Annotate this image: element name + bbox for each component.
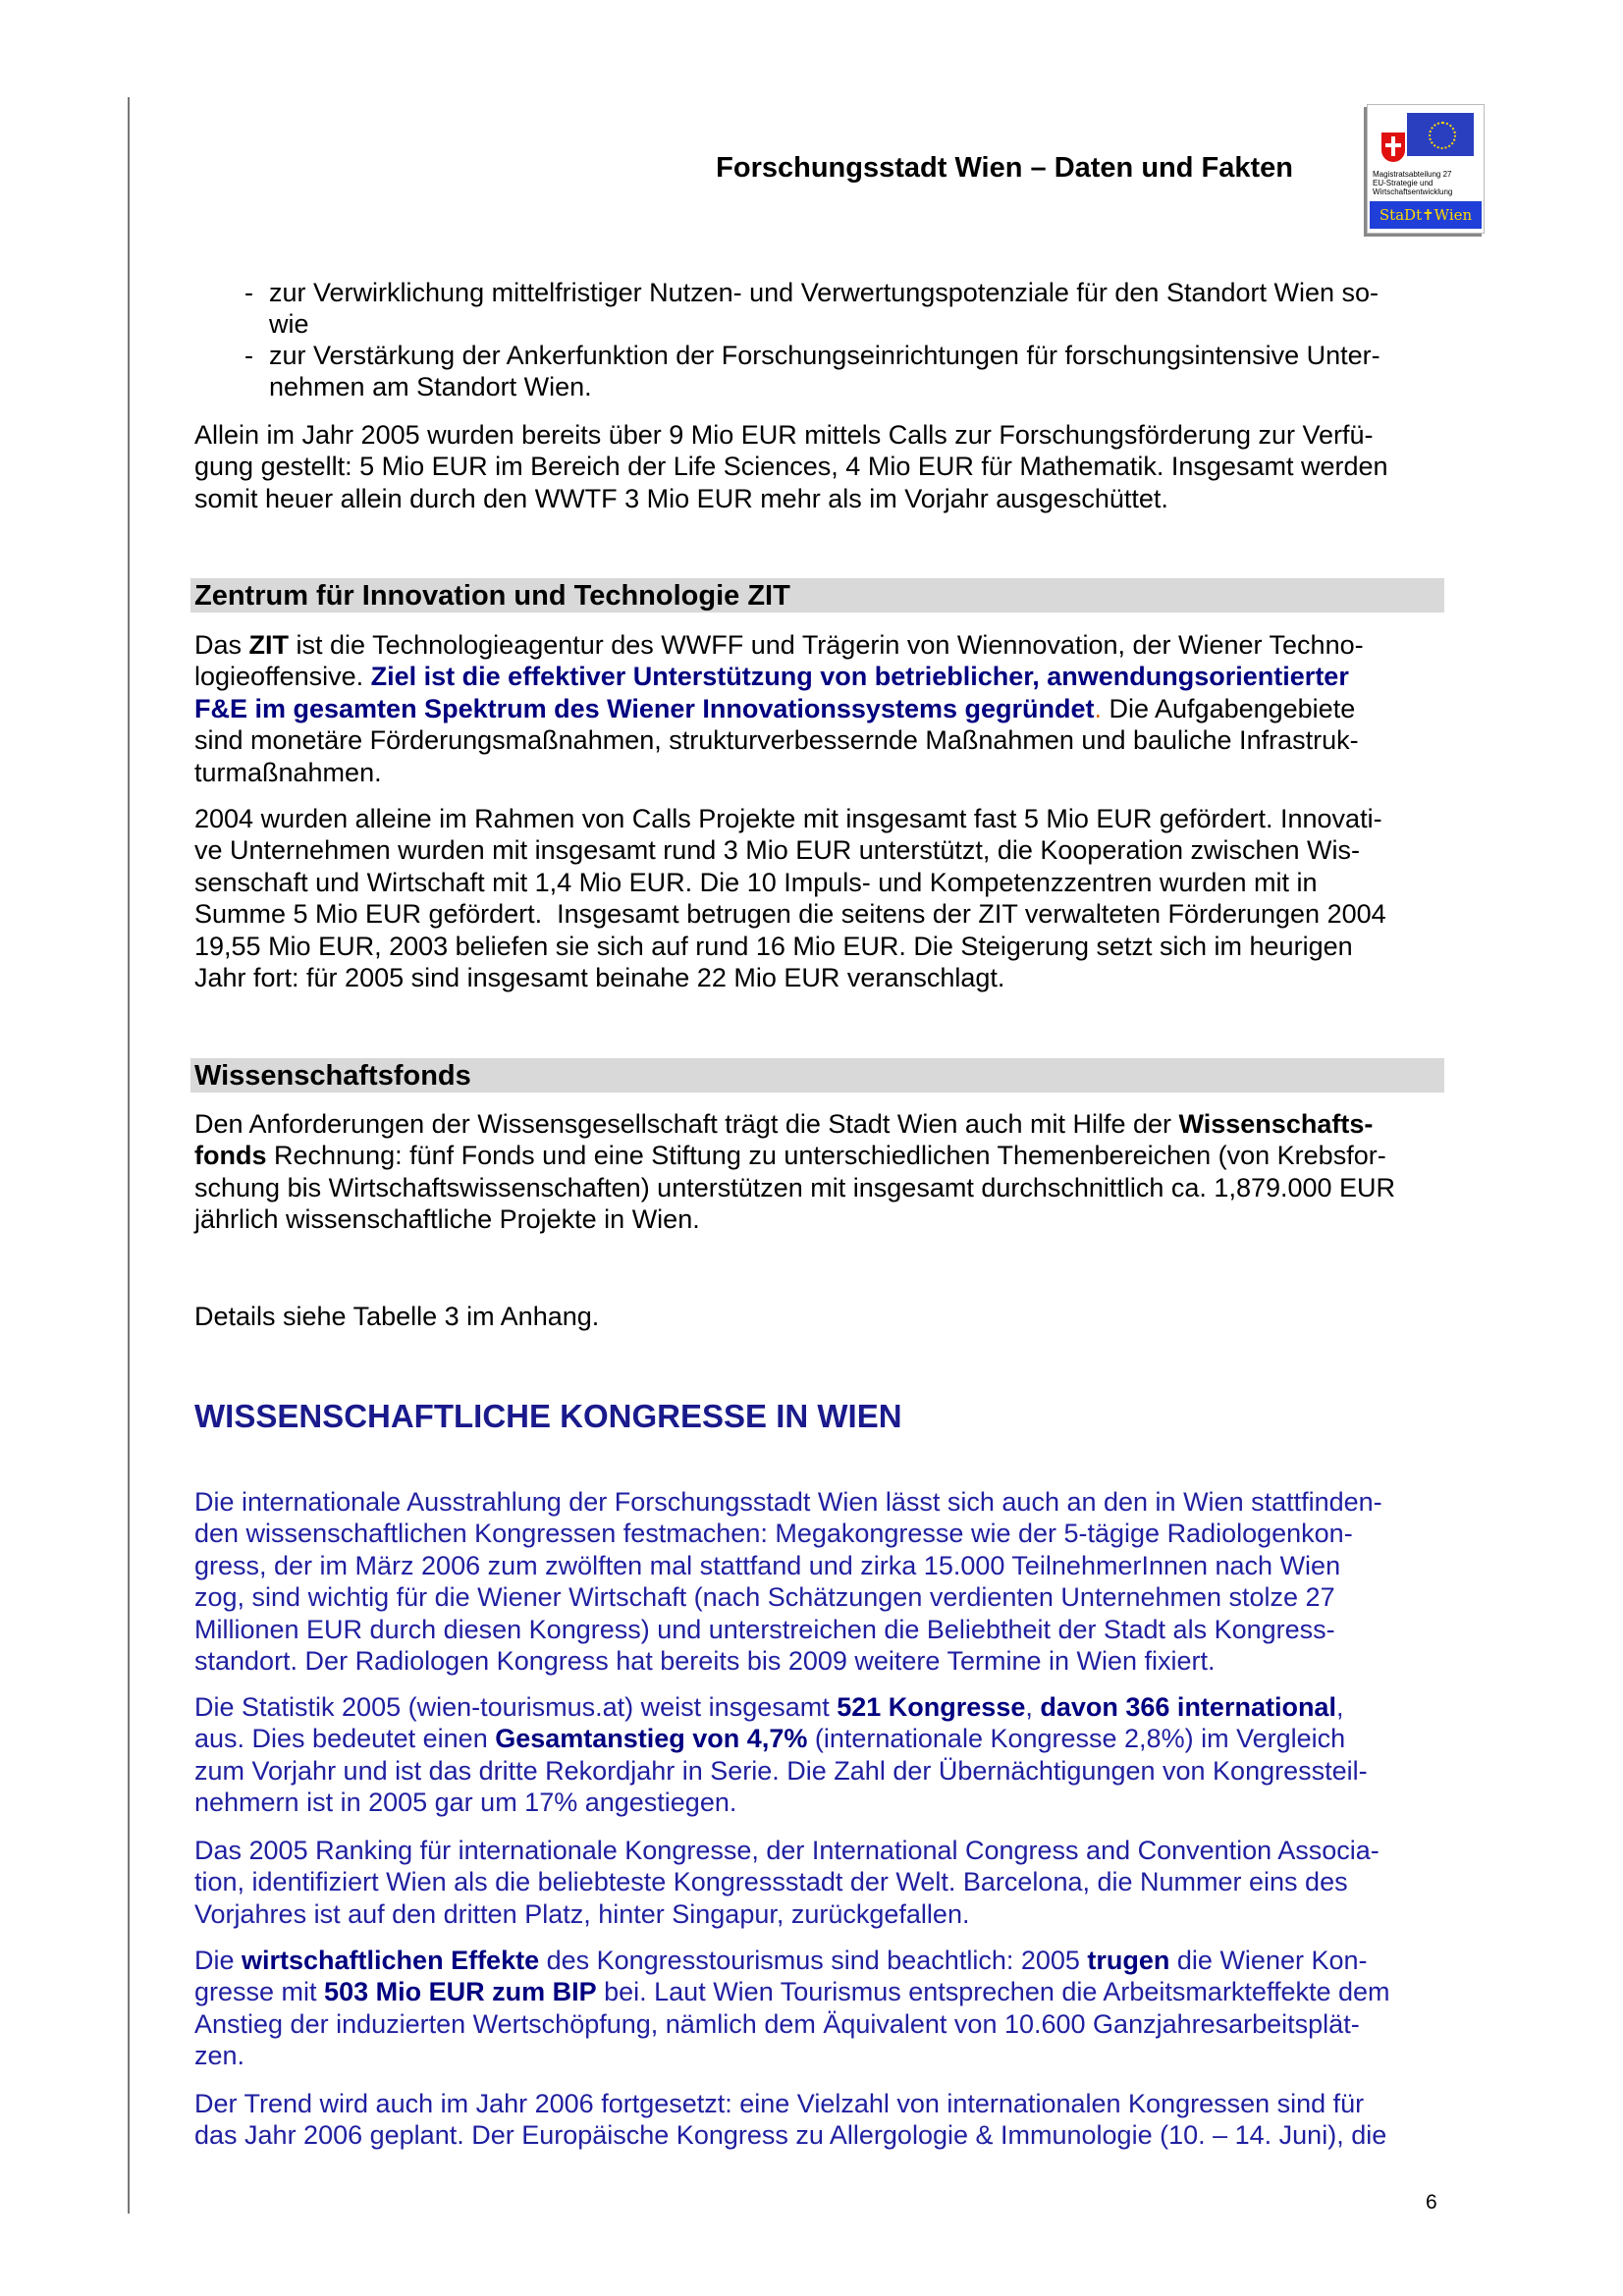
- paragraph: [194, 419, 1388, 514]
- text-line: [194, 1945, 1390, 1976]
- text-run: gung gestellt: 5 Mio EUR im Bereich der Life Sciences, 4 Mio EUR für Mathematik. Insgesamt werden: [194, 452, 1388, 482]
- bullet-item: [269, 340, 1380, 403]
- bold-text: wirtschaftlichen Effekte: [242, 1946, 540, 1975]
- text-run: ,: [1335, 1692, 1344, 1722]
- text-line: [194, 1518, 1382, 1549]
- paragraph: [194, 1691, 1368, 1819]
- text-run: zog, sind wichtig für die Wiener Wirtschaft (nach Schätzungen verdienten Unternehmen stolze 27: [194, 1582, 1335, 1613]
- text-run: Details siehe Tabelle 3 im Anhang.: [194, 1302, 600, 1331]
- text-line: [194, 1835, 1380, 1866]
- margin-line: [128, 97, 130, 2214]
- text-line: [194, 1898, 1380, 1930]
- text-run: Die: [194, 1946, 243, 1975]
- paragraph: [194, 629, 1364, 788]
- text-line: [194, 867, 1386, 898]
- text-run: Die Statistik 2005 (wien-tourismus.at) weist insgesamt: [194, 1692, 838, 1722]
- text-line: [194, 962, 1386, 993]
- text-run: senschaft und Wirtschaft mit 1,4 Mio EUR. Die 10 Impuls- und Kompetenzzentren wurden mit in: [194, 867, 1318, 897]
- bullet-marker: -: [244, 278, 253, 307]
- text-line: [194, 661, 1364, 692]
- text-line: [194, 1976, 1390, 2007]
- text-run: schung bis Wirtschaftswissenschaften) unterstützen mit insgesamt durchschnittlich ca. 1,879.000 EUR: [194, 1172, 1396, 1202]
- bullet-marker: -: [244, 341, 253, 370]
- text-line: [194, 757, 1364, 788]
- text-run: ,: [1025, 1692, 1041, 1722]
- section-title: Wissenschaftsfonds: [194, 1060, 471, 1092]
- text-line: wie: [269, 309, 309, 340]
- text-run: Vorjahres ist auf den dritten Platz, hinter Singapur, zurückgefallen.: [194, 1898, 970, 1929]
- text-line: [194, 629, 1364, 661]
- bold-text: trugen: [1087, 1946, 1170, 1975]
- text-run: Der Trend wird auch im Jahr 2006 fortgesetzt: eine Vielzahl von internationalen Kongressen sind für: [194, 2089, 1365, 2118]
- text-run: Das 2005 Ranking für internationale Kongresse, der International Congress and Convention Associa-: [194, 1836, 1380, 1865]
- text-line: [194, 483, 1388, 514]
- text-run: 2004 wurden alleine im Rahmen von Calls Projekte mit insgesamt fast 5 Mio EUR gefördert. Innovati-: [194, 804, 1382, 833]
- bold-text: davon 366 international: [1040, 1692, 1336, 1722]
- text-run: (internationale Kongresse 2,8%) im Vergleich: [807, 1724, 1346, 1754]
- stadt-wien-logo: [1367, 104, 1485, 234]
- text-line: [194, 1614, 1382, 1645]
- text-run: sind monetäre Förderungsmaßnahmen, strukturverbessernde Maßnahmen und bauliche Infrastruk-: [194, 725, 1359, 756]
- text-line: zur Verwirklichung mittelfristiger Nutzen- und Verwertungspotenziale für den Standort Wien so-: [269, 278, 1380, 307]
- text-run: logieoffensive.: [194, 662, 371, 692]
- text-run: standort. Der Radiologen Kongress hat bereits bis 2009 weitere Termine in Wien fixiert.: [194, 1646, 1216, 1677]
- text-line: [194, 1866, 1380, 1897]
- text-line: [194, 1755, 1368, 1787]
- text-run: Die internationale Ausstrahlung der Forschungsstadt Wien lässt sich auch an den in Wien stattfinden-: [194, 1487, 1382, 1517]
- text-run: Allein im Jahr 2005 wurden bereits über 9 Mio EUR mittels Calls zur Forschungsförderung zur Verfü-: [194, 420, 1374, 450]
- text-run: gresse mit: [194, 1977, 325, 2007]
- bold-text: 503 Mio EUR zum BIP: [324, 1977, 597, 2007]
- bold-text: Wissenschafts-: [1178, 1109, 1374, 1139]
- bold-text: ZIT: [248, 630, 290, 660]
- text-line: [194, 451, 1388, 482]
- text-line: [194, 724, 1364, 756]
- paragraph: [194, 2088, 1386, 2152]
- text-line: [194, 1301, 599, 1332]
- text-line: [194, 2008, 1390, 2040]
- header-title: Forschungsstadt Wien – Daten und Fakten: [716, 152, 1293, 184]
- text-line: zur Verstärkung der Ankerfunktion der Forschungseinrichtungen für forschungsintensive Unter-: [269, 341, 1380, 370]
- text-run: Summe 5 Mio EUR gefördert. Insgesamt betrugen die seitens der ZIT verwalteten Förderungen 2004: [194, 899, 1386, 930]
- section-title: Zentrum für Innovation und Technologie ZIT: [194, 580, 790, 612]
- text-run: tion, identifiziert Wien als die beliebteste Kongressstadt der Welt. Barcelona, die Nummer eins des: [194, 1867, 1348, 1897]
- text-run: jährlich wissenschaftliche Projekte in Wien.: [194, 1204, 700, 1235]
- text-line: [194, 1486, 1382, 1518]
- text-line: [194, 693, 1364, 724]
- text-line: [194, 1645, 1382, 1677]
- text-line: [194, 1172, 1395, 1203]
- text-run: des Kongresstourismus sind beachtlich: 2005: [539, 1946, 1088, 1975]
- text-run: aus. Dies bedeutet einen: [194, 1724, 496, 1754]
- text-run: 19,55 Mio EUR, 2003 beliefen sie sich auf rund 16 Mio EUR. Die Steigerung setzt sich im heurigen: [194, 931, 1353, 961]
- bold-text: Ziel ist die effektiver Unterstützung von betrieblicher, anwendungsorientierter: [370, 662, 1349, 692]
- text-run: das Jahr 2006 geplant. Der Europäische Kongress zu Allergologie & Immunologie (10. – 14. Juni), die: [194, 2120, 1387, 2151]
- text-run: gress, der im März 2006 zum zwölften mal stattfand und zirka 15.000 TeilnehmerInnen nach Wien: [194, 1550, 1341, 1580]
- section-heading-zit: [190, 578, 1444, 613]
- text-line: [194, 1550, 1382, 1581]
- text-line: [194, 2088, 1386, 2119]
- text-line: [194, 1108, 1395, 1140]
- text-run: die Wiener Kon-: [1169, 1946, 1368, 1975]
- section-heading-wissenschaftsfonds: [190, 1058, 1444, 1093]
- text-run: bei. Laut Wien Tourismus entsprechen die Arbeitsmarkteffekte dem: [596, 1977, 1390, 2007]
- text-line: [194, 2119, 1386, 2151]
- eu-flag-icon: [1407, 113, 1474, 156]
- text-run: Die Aufgabengebiete: [1102, 693, 1356, 723]
- text-run: ve Unternehmen wurden mit insgesamt rund 3 Mio EUR unterstützt, die Kooperation zwischen Wis-: [194, 835, 1361, 866]
- paragraph: [194, 1835, 1380, 1930]
- bold-text: 521 Kongresse: [837, 1692, 1026, 1722]
- text-line: [194, 419, 1388, 451]
- text-line: [194, 834, 1386, 866]
- logo-brand: StaDt✝Wien: [1370, 201, 1482, 229]
- text-run: somit heuer allein durch den WWTF 3 Mio EUR mehr als im Vorjahr ausgeschüttet.: [194, 483, 1168, 513]
- text-line: [194, 803, 1386, 834]
- text-run: Jahr fort: für 2005 sind insgesamt beinahe 22 Mio EUR veranschlagt.: [194, 963, 1005, 993]
- page-number: 6: [1426, 2191, 1437, 2214]
- text-line: [194, 1203, 1395, 1235]
- paragraph: [194, 1945, 1390, 2072]
- text-run: zum Vorjahr und ist das dritte Rekordjahr in Serie. Die Zahl der Übernächtigungen von Kongressteil-: [194, 1755, 1368, 1786]
- text-run: ist die Technologieagentur des WWFF und Trägerin von Wiennovation, der Wiener Techno-: [289, 630, 1364, 660]
- text-run: .: [1094, 693, 1102, 723]
- bold-text: Gesamtanstieg von 4,7%: [495, 1724, 808, 1754]
- paragraph: [194, 1486, 1382, 1677]
- text-line: [194, 1691, 1368, 1723]
- bold-text: F&E im gesamten Spektrum des Wiener Innovationssystems gegründet: [194, 693, 1095, 723]
- heading-kongresse: WISSENSCHAFTLICHE KONGRESSE IN WIEN: [194, 1398, 902, 1434]
- text-run: Anstieg der induzierten Wertschöpfung, nämlich dem Äquivalent von 10.600 Ganzjahresarbeitsplät-: [194, 2008, 1360, 2039]
- text-run: Das: [194, 630, 249, 660]
- text-run: Millionen EUR durch diesen Kongress) und unterstreichen die Beliebtheit der Stadt als Kongress-: [194, 1614, 1335, 1644]
- text-line: [194, 1787, 1368, 1818]
- text-run: turmaßnahmen.: [194, 757, 382, 787]
- text-line: [194, 898, 1386, 930]
- text-line: [194, 1581, 1382, 1613]
- paragraph: [194, 803, 1386, 993]
- bullet-item: [269, 277, 1379, 341]
- text-line: [194, 1140, 1395, 1171]
- text-run: zen.: [194, 2041, 245, 2071]
- vienna-shield-icon: [1381, 133, 1405, 162]
- text-run: nehmern ist in 2005 gar um 17% angestiegen.: [194, 1788, 737, 1818]
- text-line: [194, 2040, 1390, 2071]
- text-line: [194, 931, 1386, 962]
- paragraph: [194, 1301, 599, 1332]
- text-run: Rechnung: fünf Fonds und eine Stiftung zu unterschiedlichen Themenbereichen (von Krebsfor-: [266, 1141, 1386, 1171]
- logo-text: Magistratsabteilung 27 EU-Strategie und Wirtschaftsentwicklung: [1373, 170, 1453, 196]
- text-run: den wissenschaftlichen Kongressen festmachen: Megakongresse wie der 5-tägige Radiologenkon-: [194, 1519, 1353, 1549]
- text-line: [194, 1723, 1368, 1754]
- paragraph: [194, 1108, 1395, 1236]
- text-run: Den Anforderungen der Wissensgesellschaft trägt die Stadt Wien auch mit Hilfe der: [194, 1109, 1179, 1139]
- bold-text: fonds: [194, 1141, 267, 1171]
- text-line: nehmen am Standort Wien.: [269, 372, 592, 402]
